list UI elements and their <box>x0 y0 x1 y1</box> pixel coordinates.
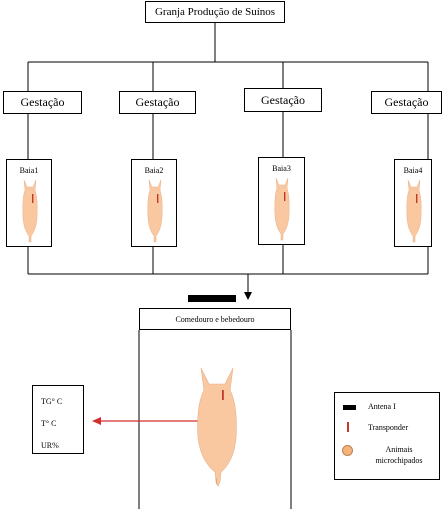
transponder-mark <box>222 390 224 400</box>
farm-title-box <box>145 1 285 23</box>
legend-animals-label: Animais microchipados <box>375 445 423 465</box>
transponder-mark <box>32 194 33 203</box>
farm-title: Granja Produção de Suínos <box>154 6 276 18</box>
transponder-legend-icon <box>347 422 349 432</box>
transponder-mark <box>157 194 158 203</box>
gestation-box-2 <box>119 91 196 114</box>
feeder-label: Comedouro e bebedouro <box>175 314 255 324</box>
gestation-label: Gestação <box>20 95 65 109</box>
legend-box <box>334 392 440 480</box>
sensor-box <box>32 385 84 454</box>
gestation-label: Gestação <box>135 95 180 109</box>
gestation-box-4 <box>371 91 442 114</box>
pig-icon <box>404 178 424 244</box>
gestation-label: Gestação <box>384 95 429 109</box>
feeder-box <box>139 308 291 330</box>
pig-large-icon <box>193 366 241 488</box>
pen-box-1 <box>6 159 52 247</box>
gestation-box-1 <box>3 91 82 114</box>
pen-box-4 <box>394 159 432 247</box>
pen-label: Baia3 <box>272 164 291 173</box>
gestation-label: Gestação <box>261 92 305 107</box>
sensor-reading-t: T° C <box>41 419 57 428</box>
sensor-reading-ur: UR% <box>41 441 59 450</box>
transponder-mark <box>416 194 417 203</box>
pen-label: Baia1 <box>19 166 39 175</box>
pen-box-3 <box>258 157 305 245</box>
pig-icon <box>272 176 292 242</box>
pen-label: Baia4 <box>403 166 423 175</box>
sensor-reading-tg: TG° C <box>41 397 63 406</box>
gestation-box-3 <box>244 88 322 112</box>
pen-box-2 <box>131 159 177 247</box>
animal-legend-icon <box>342 445 353 456</box>
legend-antenna-label: Antena I <box>368 402 396 411</box>
pen-label: Baia2 <box>144 166 164 175</box>
pig-icon <box>145 178 165 244</box>
transponder-mark <box>284 192 285 201</box>
legend-transponder-label: Transponder <box>368 423 409 432</box>
antenna-legend-icon <box>343 405 356 410</box>
antenna-bar <box>188 295 236 302</box>
pig-icon <box>20 178 40 244</box>
